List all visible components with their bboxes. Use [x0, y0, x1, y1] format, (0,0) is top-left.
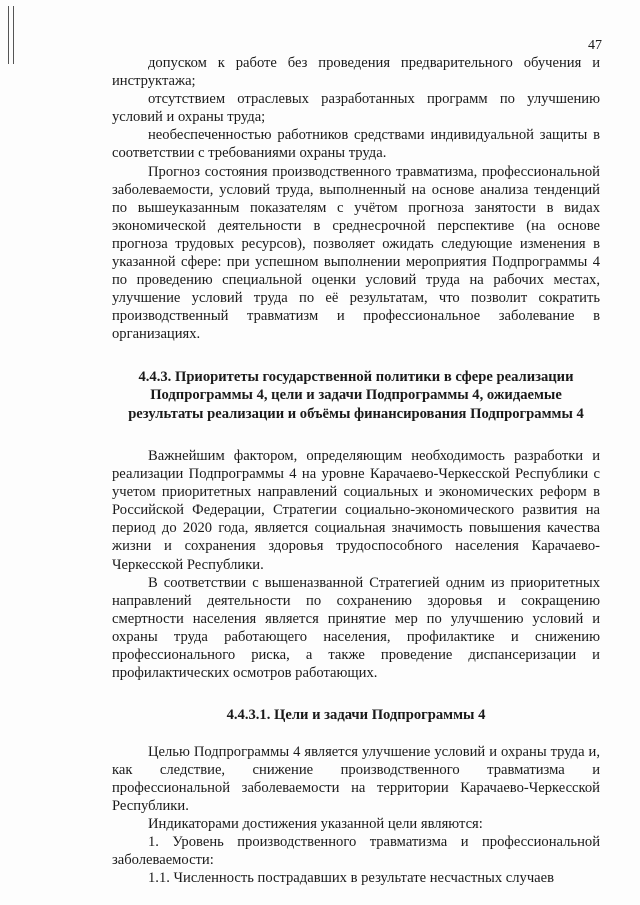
- paragraph: Прогноз состояния производственного травматизма, профессиональной заболеваемости, условий труда, выполненный на основе анализа тенденций по вышеуказанным показателям с учётом прогноза занятости в видах экономической деятельности в среднесрочной перспективе (на основе прогноза трудовых ресурсов), позволяет ожидать следующие изменения в указанной сфере: при успешном выполнении мероприятия Подпрограммы 4 по проведению специальной оценки условий труда на рабочих местах, улучшение условий труда по её результатам, что позволит сократить производственный травматизм и профессиональное заболевание в организациях.: [112, 163, 600, 343]
- scan-edge-marks: [8, 6, 20, 66]
- paragraph: необеспеченностью работников средствами индивидуальной защиты в соответствии с требованиями охраны труда.: [112, 127, 600, 162]
- document-body: [112, 54, 600, 887]
- paragraph: 1. Уровень производственного травматизма и профессиональной заболеваемости:: [112, 834, 600, 869]
- paragraph: Целью Подпрограммы 4 является улучшение условий и охраны труда и, как следствие, снижение производственного травматизма и профессиональной заболеваемости на территории Карачаево-Черкесской Республики.: [112, 743, 600, 814]
- paragraph: 1.1. Численность пострадавших в результате несчастных случаев: [148, 870, 555, 887]
- paragraph: Важнейшим фактором, определяющим необходимость разработки и реализации Подпрограммы 4 на уровне Карачаево-Черкесской Республики с учетом приоритетных направлений социальных и экономических реформ в Российской Федерации, Стратегии социально-экономического развития на период до 2020 года, является социальная значимость повышения качества жизни и сохранения здоровья трудоспособного населения Карачаево-Черкесской Республики.: [112, 448, 600, 573]
- paragraph: отсутствием отраслевых разработанных программ по улучшению условий и охраны труда;: [112, 91, 600, 126]
- page-number: 47: [588, 38, 602, 53]
- subsection-heading: 4.4.3.1. Цели и задачи Подпрограммы 4: [226, 707, 486, 724]
- paragraph: допуском к работе без проведения предварительного обучения и инструктажа;: [112, 55, 600, 90]
- paragraph: В соответствии с вышеназванной Стратегией одним из приоритетных направлений деятельности по сохранению здоровья и сокращению смертности населения является принятие мер по улучшению условий и охраны труда работающего населения, профилактике и снижению профессионального риска, а также проведение диспансеризации и профилактических осмотров работающих.: [112, 574, 600, 682]
- section-heading: 4.4.3. Приоритеты государственной политики в сфере реализации Подпрограммы 4, цели и задачи Подпрограммы 4, ожидаемые результаты реализации и объёмы финансирования Подпрограммы 4: [128, 368, 584, 422]
- paragraph: Индикаторами достижения указанной цели являются:: [148, 816, 483, 833]
